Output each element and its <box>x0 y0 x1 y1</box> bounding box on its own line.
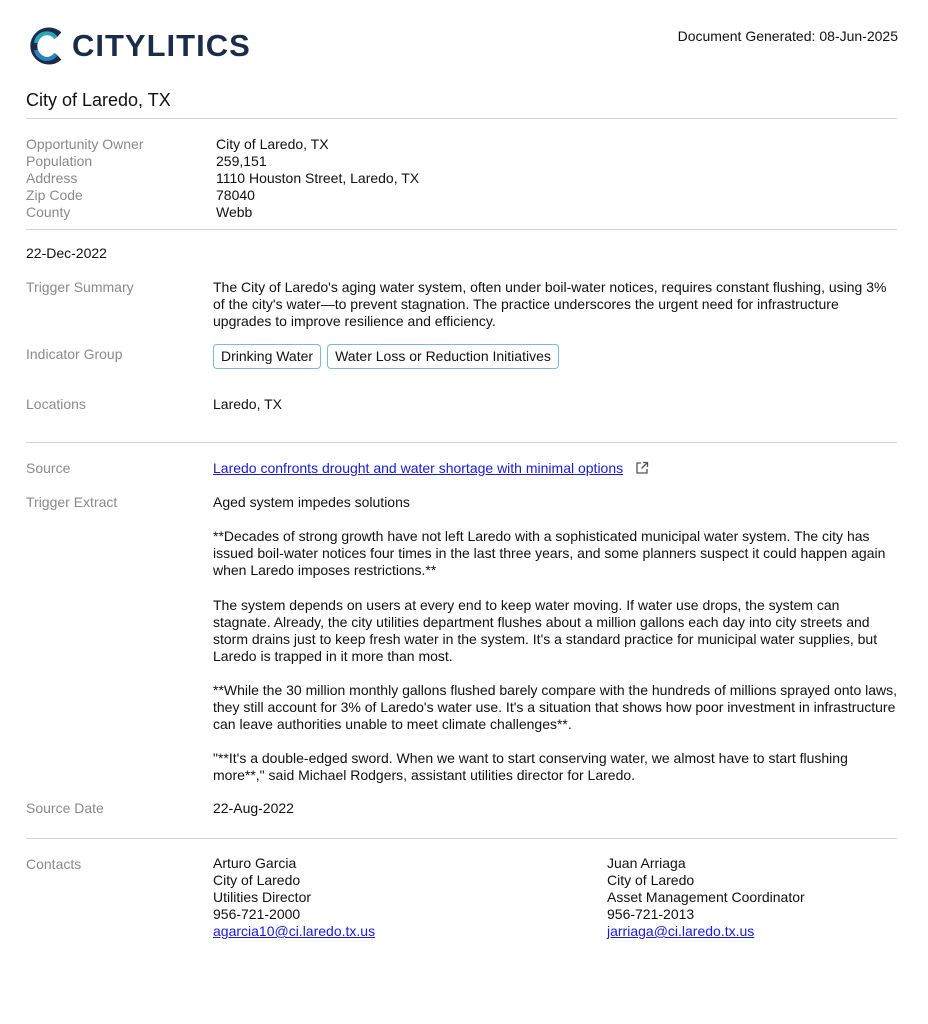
contact-title: Utilities Director <box>213 889 312 905</box>
extract-paragraph-text: **Decades of strong growth have not left Laredo with a sophisticated municipal water system. The city has issued boil-water notices four times in the last three years, and some planners suspect it could happen again when Laredo imposes restrictions.** <box>213 528 886 578</box>
contact-org: City of Laredo <box>607 872 695 888</box>
zip-code-label: Zip Code <box>26 187 83 203</box>
contact-org: City of Laredo <box>213 872 301 888</box>
contact-name: Arturo Garcia <box>213 855 297 871</box>
trigger-summary-text: The City of Laredo's aging water system, often under boil-water notices, requires constant flushing, using 3% of the city's water—to prevent stagnation. The practice underscores the urgent need for infrastructure upgrades to improve resilience and efficiency. <box>213 279 887 329</box>
meta-values <box>216 136 419 221</box>
extract-paragraph-text: The system depends on users at every end to keep water moving. If water use drops, the system can stagnate. Already, the city utilities department flushes about a million gallons each day into city streets and storm drains just to keep fresh water in the system. It's a standard practice for municipal water supplies, but Laredo is trapped in it more than most. <box>213 597 878 664</box>
divider <box>26 118 897 119</box>
brand-name: CITYLITICS <box>72 28 251 63</box>
extract-paragraph-text: "**It's a double-edged sword. When we want to start conserving water, we almost have to start flushing more**," said Michael Rodgers, assistant utilities director for Laredo. <box>213 750 848 783</box>
page-title: City of Laredo, TX <box>26 90 171 110</box>
population-value: 259,151 <box>216 153 267 169</box>
opportunity-owner-label: Opportunity Owner <box>26 136 144 152</box>
document-generated-date: 08-Jun-2025 <box>819 28 898 44</box>
extract-paragraph <box>213 597 899 665</box>
meta-labels <box>26 136 144 221</box>
extract-paragraph <box>213 682 899 733</box>
document-generated <box>678 28 898 44</box>
trigger-summary-value <box>213 279 899 330</box>
indicator-tag-water-loss[interactable]: Water Loss or Reduction Initiatives <box>327 344 559 369</box>
contact-title: Asset Management Coordinator <box>607 889 805 905</box>
contacts-label: Contacts <box>26 856 82 872</box>
contact-email-link[interactable]: agarcia10@ci.laredo.tx.us <box>213 923 376 939</box>
address-value: 1110 Houston Street, Laredo, TX <box>216 170 420 186</box>
contact-phone: 956-721-2013 <box>607 906 695 922</box>
external-link-icon[interactable] <box>635 461 649 475</box>
brand-logo <box>26 24 251 68</box>
population-label: Population <box>26 153 93 169</box>
divider <box>26 838 897 839</box>
zip-code-value: 78040 <box>216 187 255 203</box>
county-value: Webb <box>216 204 253 220</box>
source-date-label: Source Date <box>26 800 104 816</box>
contact-card <box>213 855 375 940</box>
contact-name: Juan Arriaga <box>607 855 686 871</box>
address-label: Address <box>26 170 78 186</box>
citylitics-logo-icon <box>26 26 66 66</box>
trigger-summary-label: Trigger Summary <box>26 279 134 295</box>
opportunity-owner-value: City of Laredo, TX <box>216 136 329 152</box>
source-date-value: 22-Aug-2022 <box>213 800 294 816</box>
entry-date: 22-Dec-2022 <box>26 245 107 261</box>
locations-value: Laredo, TX <box>213 396 283 412</box>
locations-label: Locations <box>26 396 86 412</box>
contact-phone: 956-721-2000 <box>213 906 301 922</box>
indicator-group-label: Indicator Group <box>26 346 123 362</box>
contact-card <box>607 855 805 940</box>
county-label: County <box>26 204 71 220</box>
source-label: Source <box>26 460 71 476</box>
extract-heading: Aged system impedes solutions <box>213 494 410 510</box>
extract-paragraph-text: **While the 30 million monthly gallons flushed barely compare with the hundreds of millions sprayed onto laws, they still account for 3% of Laredo's water use. It's a situation that shows how poor investment in infrastructure can leave authorities unable to meet climate challenges**. <box>213 682 898 732</box>
source-link[interactable]: Laredo confronts drought and water shortage with minimal options <box>213 460 624 476</box>
divider <box>26 442 897 443</box>
indicator-tags <box>213 344 565 369</box>
divider <box>26 229 897 230</box>
indicator-tag-drinking-water[interactable]: Drinking Water <box>213 344 321 369</box>
extract-paragraph <box>213 750 899 784</box>
extract-paragraph <box>213 528 899 579</box>
source-value <box>213 460 649 477</box>
contact-email-link[interactable]: jarriaga@ci.laredo.tx.us <box>607 923 755 939</box>
trigger-extract-label: Trigger Extract <box>26 494 118 510</box>
document-generated-label: Document Generated: <box>677 28 816 44</box>
